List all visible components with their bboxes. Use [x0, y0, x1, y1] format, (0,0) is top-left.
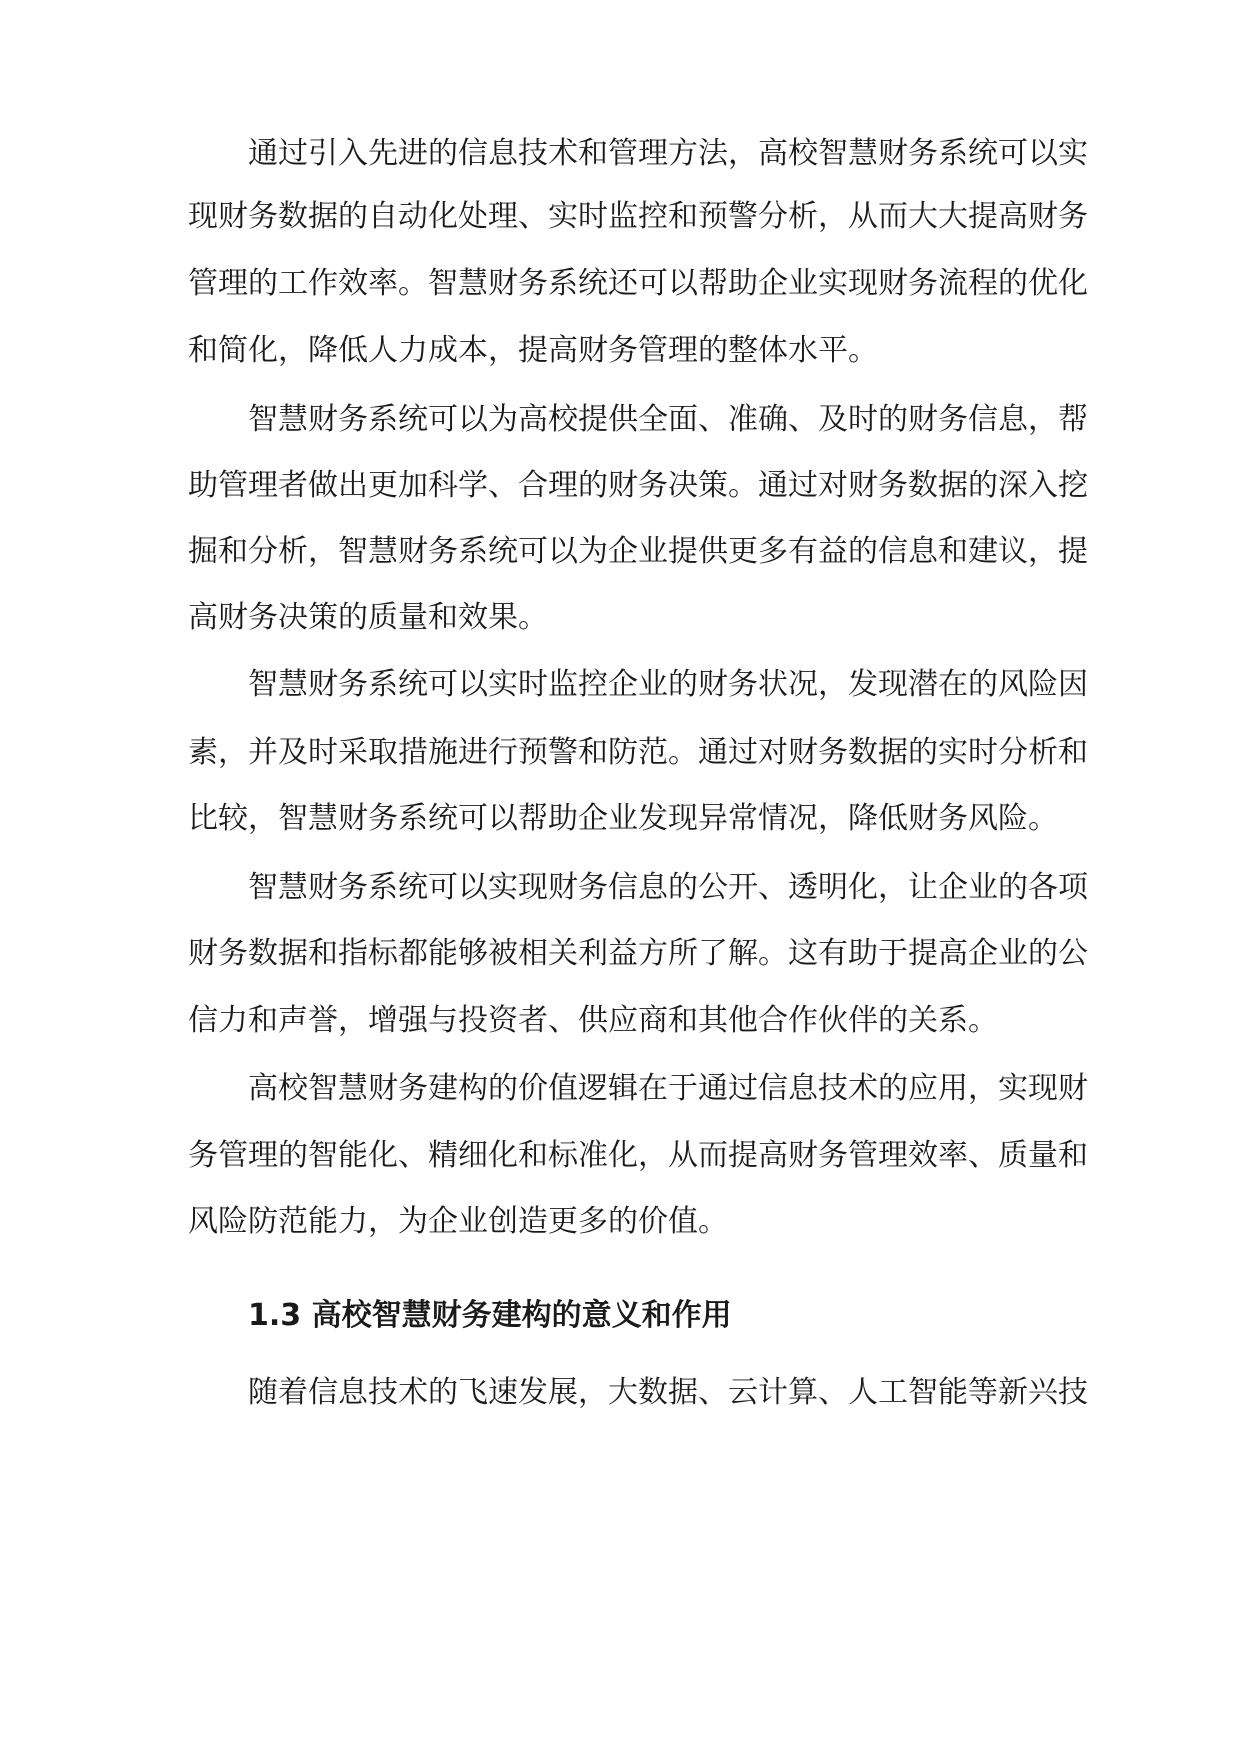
paragraph-4-line-2: 财务数据和指标都能够被相关利益方所了解。这有助于提高企业的公	[188, 936, 1088, 971]
paragraph-1-line-1: 通过引入先进的信息技术和管理方法，高校智慧财务系统可以实	[248, 136, 1088, 171]
paragraph-5-line-1: 高校智慧财务建构的价值逻辑在于通过信息技术的应用，实现财	[248, 1071, 1088, 1106]
paragraph-3-line-2: 素，并及时采取措施进行预警和防范。通过对财务数据的实时分析和	[188, 735, 1088, 770]
paragraph-1-line-3: 管理的工作效率。智慧财务系统还可以帮助企业实现财务流程的优化	[188, 266, 1088, 301]
paragraph-2-line-4: 高财务决策的质量和效果。	[188, 600, 548, 635]
paragraph-4-line-1: 智慧财务系统可以实现财务信息的公开、透明化，让企业的各项	[248, 870, 1088, 905]
section-paragraph-line-1: 随着信息技术的飞速发展，大数据、云计算、人工智能等新兴技	[248, 1375, 1088, 1410]
paragraph-2-line-1: 智慧财务系统可以为高校提供全面、准确、及时的财务信息，帮	[248, 402, 1088, 437]
paragraph-3-line-1: 智慧财务系统可以实时监控企业的财务状况，发现潜在的风险因	[248, 667, 1088, 702]
paragraph-5-line-2: 务管理的智能化、精细化和标准化，从而提高财务管理效率、质量和	[188, 1138, 1088, 1173]
section-heading: 1.3 高校智慧财务建构的意义和作用	[248, 1298, 732, 1333]
paragraph-2-line-3: 掘和分析，智慧财务系统可以为企业提供更多有益的信息和建议，提	[188, 534, 1088, 569]
paragraph-5-line-3: 风险防范能力，为企业创造更多的价值。	[188, 1204, 728, 1239]
paragraph-1-line-4: 和简化，降低人力成本，提高财务管理的整体水平。	[188, 333, 878, 368]
paragraph-1-line-2: 现财务数据的自动化处理、实时监控和预警分析，从而大大提高财务	[188, 199, 1088, 234]
paragraph-3-line-3: 比较，智慧财务系统可以帮助企业发现异常情况，降低财务风险。	[188, 801, 1058, 836]
paragraph-2-line-2: 助管理者做出更加科学、合理的财务决策。通过对财务数据的深入挖	[188, 468, 1088, 503]
paragraph-4-line-3: 信力和声誉，增强与投资者、供应商和其他合作伙伴的关系。	[188, 1003, 998, 1038]
